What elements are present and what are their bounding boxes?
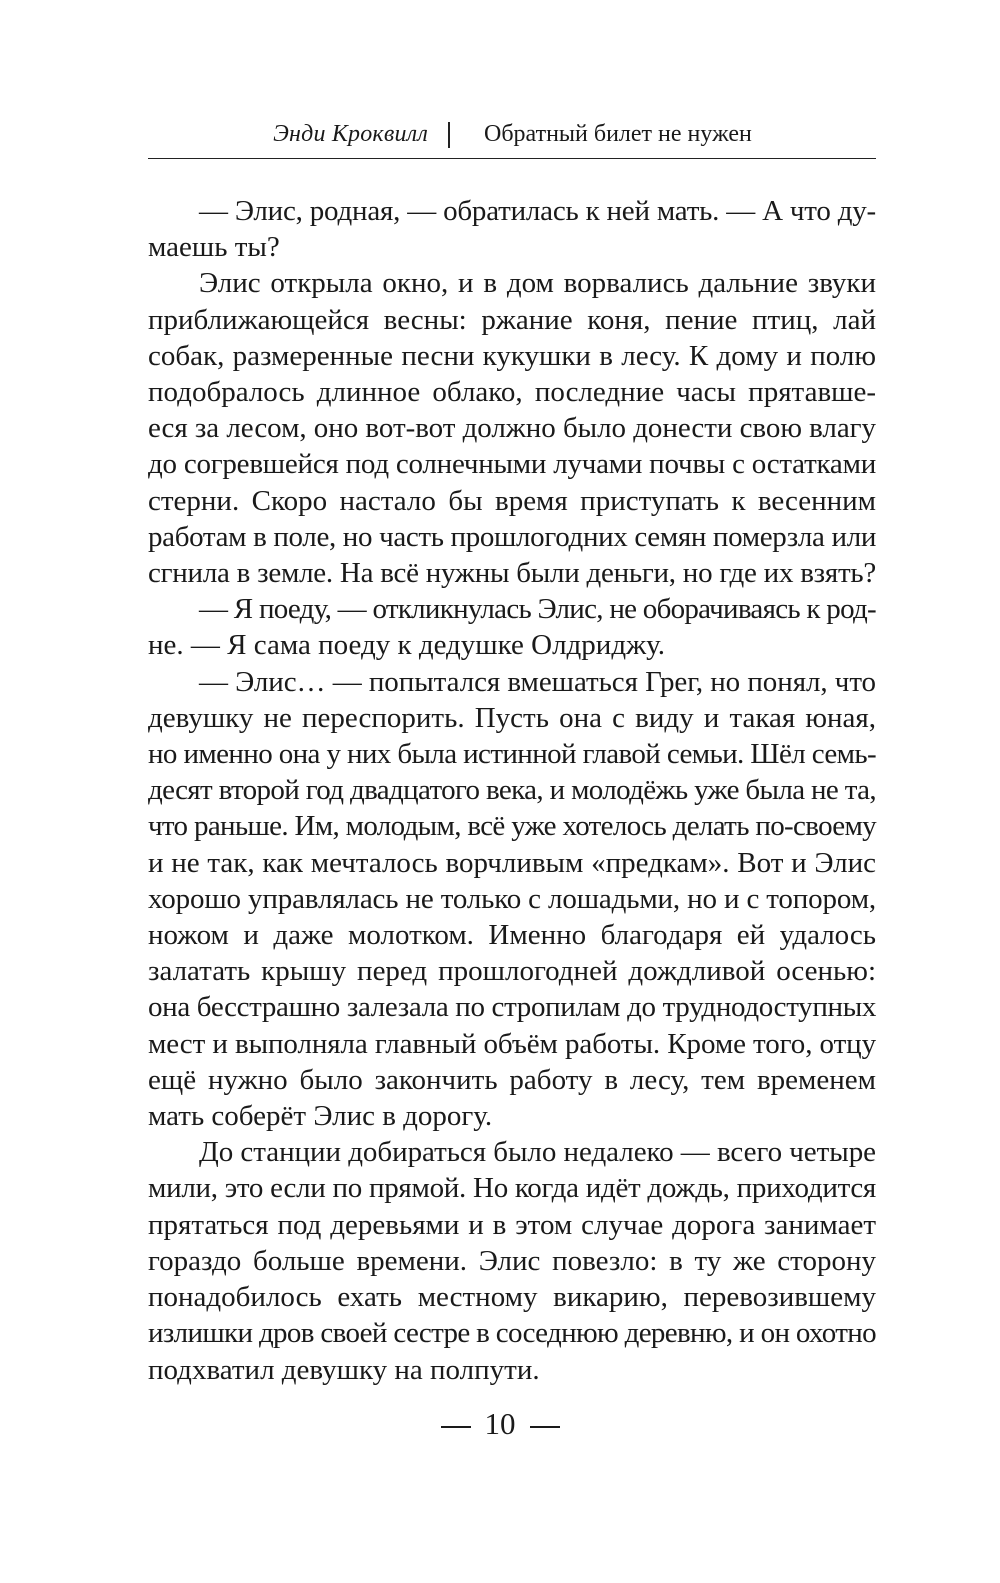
text-line: — Я поеду, — откликнулась Элис, не оборачиваясь к род- bbox=[199, 593, 876, 626]
text-line: стерни. Скоро настало бы время приступать к весенним bbox=[148, 484, 876, 517]
text-line: до согревшейся под солнечными лучами почвы с остатками bbox=[148, 448, 876, 481]
text-line: но именно она у них была истинной главой семьи. Шёл семь- bbox=[148, 738, 877, 771]
header-separator bbox=[448, 122, 450, 148]
text-line: — Элис, родная, — обратилась к ней мать. — А что ду- bbox=[199, 195, 876, 227]
page-number-dash-left bbox=[441, 1426, 471, 1428]
text-line: излишки дров своей сестре в соседнюю деревню, и он охотно bbox=[148, 1317, 877, 1350]
paragraph bbox=[148, 591, 876, 663]
text-line: прятаться под деревьями и в этом случае дорога занимает bbox=[148, 1208, 876, 1241]
text-line: ещё нужно было закончить работу в лесу, тем временем bbox=[148, 1063, 876, 1096]
text-line: мили, это если по прямой. Но когда идёт дождь, приходится bbox=[148, 1172, 876, 1205]
paragraph bbox=[148, 265, 876, 591]
body-text bbox=[148, 193, 876, 1388]
text-line: и не так, как мечталось ворчливым «предкам». Вот и Элис bbox=[148, 846, 876, 879]
text-line: маешь ты? bbox=[148, 231, 280, 264]
running-header bbox=[148, 118, 876, 159]
text-line: мест и выполняла главный объём работы. Кроме того, отцу bbox=[148, 1027, 877, 1060]
text-line: Элис открыла окно, и в дом ворвались дальние звуки bbox=[199, 267, 876, 300]
paragraph bbox=[148, 664, 876, 1135]
text-line: понадобилось ехать местному викарию, перевозившему bbox=[148, 1281, 876, 1314]
text-line: ножом и даже молотком. Именно благодаря ей удалось bbox=[148, 919, 876, 952]
header-book-title: Обратный билет не нужен bbox=[484, 121, 752, 147]
text-line: сгнила в земле. На всё нужны были деньги, но где их взять? bbox=[148, 557, 876, 590]
page-number bbox=[0, 1406, 1000, 1442]
header-author: Энди Кроквилл bbox=[273, 121, 428, 147]
text-line: она бесстрашно залезала по стропилам до труднодоступных bbox=[148, 991, 877, 1024]
text-line: приближающейся весны: ржание коня, пение птиц, лай bbox=[148, 303, 876, 336]
text-line: — Элис… — попытался вмешаться Грег, но понял, что bbox=[199, 665, 876, 698]
text-line: подхватил девушку на полпути. bbox=[148, 1353, 540, 1386]
text-line: гораздо больше времени. Элис повезло: в ту же сторону bbox=[148, 1244, 876, 1277]
page-number-value: 10 bbox=[484, 1406, 516, 1441]
text-line: работам в поле, но часть прошлогодних семян померзла или bbox=[148, 520, 877, 553]
text-line: хорошо управлялась не только с лошадьми, но и с топором, bbox=[148, 882, 877, 915]
text-line: залатать крышу перед прошлогодней дождливой осенью: bbox=[148, 955, 876, 988]
text-line: десят второй год двадцатого века, и молодёжь уже была не та, bbox=[148, 774, 877, 807]
text-line: собак, размеренные песни кукушки в лесу. К дому и полю bbox=[148, 339, 876, 372]
text-line: что раньше. Им, молодым, всё уже хотелось делать по-своему bbox=[148, 810, 876, 843]
text-line: мать соберёт Элис в дорогу. bbox=[148, 1100, 493, 1133]
text-line: До станции добираться было недалеко — всего четыре bbox=[199, 1136, 876, 1169]
paragraph bbox=[148, 193, 876, 265]
text-line: подобралось длинное облако, последние часы прятавше- bbox=[148, 376, 876, 409]
text-line: девушку не переспорить. Пусть она с виду и такая юная, bbox=[148, 701, 876, 734]
text-line: не. — Я сама поеду к дедушке Олдриджу. bbox=[148, 629, 665, 662]
text-line: еся за лесом, оно вот-вот должно было донести свою влагу bbox=[148, 412, 876, 445]
paragraph bbox=[148, 1134, 876, 1387]
page-number-dash-right bbox=[530, 1426, 560, 1428]
